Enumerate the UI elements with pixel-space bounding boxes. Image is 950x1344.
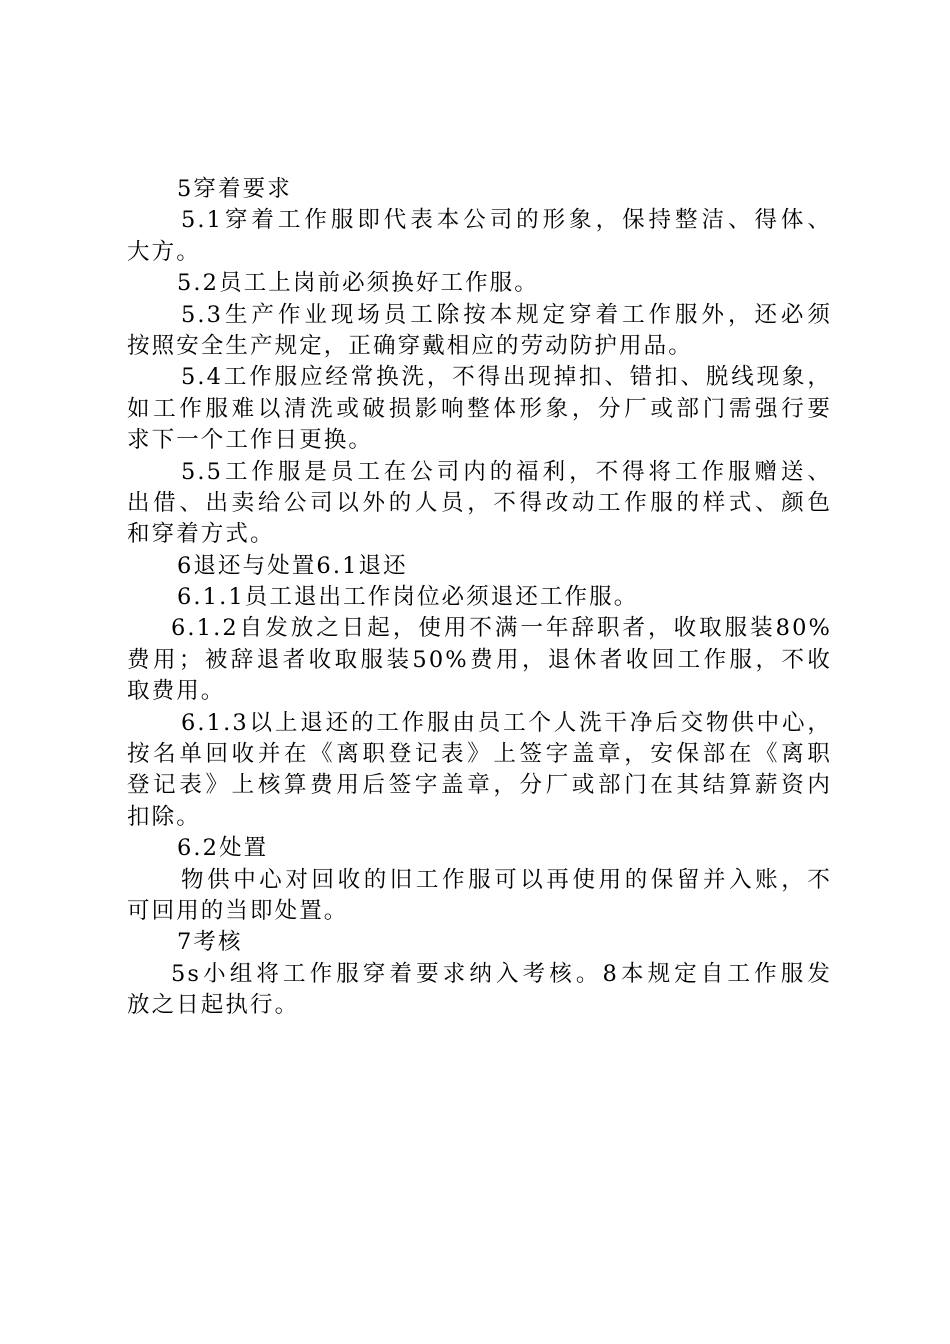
- paragraph-line: 费用；被辞退者收取服装50%费用，退休者收回工作服，不收: [127, 646, 832, 673]
- paragraph-line: 取费用。: [127, 678, 226, 705]
- paragraph-line: 按照安全生产规定，正确穿戴相应的劳动防护用品。: [127, 332, 693, 359]
- paragraph-line: 物供中心对回收的旧工作服可以再使用的保留并入账，不: [181, 866, 832, 893]
- section-heading-5: 5穿着要求: [177, 176, 292, 202]
- paragraph-line: 求下一个工作日更换。: [127, 427, 374, 454]
- paragraph-line: 5.4工作服应经常换洗，不得出现掉扣、错扣、脱线现象，: [181, 364, 832, 391]
- paragraph-line: 扣除。: [127, 803, 201, 830]
- paragraph-line: 6.1.2自发放之日起，使用不满一年辞职者，收取服装80%: [171, 615, 832, 642]
- paragraph-line: 5.5工作服是员工在公司内的福利，不得将工作服赠送、: [181, 458, 832, 485]
- paragraph-line: 和穿着方式。: [127, 521, 275, 548]
- paragraph-line: 放之日起执行。: [127, 992, 300, 1019]
- paragraph-line: 登记表》上核算费用后签字盖章，分厂或部门在其结算薪资内: [127, 772, 832, 799]
- section-heading-6: 6退还与处置6.1退还: [177, 552, 408, 579]
- paragraph-line: 如工作服难以清洗或破损影响整体形象，分厂或部门需强行要: [127, 395, 832, 422]
- paragraph-line: 按名单回收并在《离职登记表》上签字盖章，安保部在《离职: [127, 741, 832, 768]
- subsection-heading: 6.2处置: [177, 835, 269, 862]
- document-body: [127, 174, 832, 1022]
- paragraph-line: 大方。: [127, 238, 201, 265]
- paragraph-line: 5.2员工上岗前必须换好工作服。: [177, 270, 539, 297]
- paragraph-line: 可回用的当即处置。: [127, 897, 349, 924]
- paragraph-line: 6.1.3以上退还的工作服由员工个人洗干净后交物供中心，: [181, 709, 832, 736]
- paragraph-line: 出借、出卖给公司以外的人员，不得改动工作服的样式、颜色: [127, 489, 832, 516]
- section-heading-7: 7考核: [177, 929, 243, 956]
- paragraph-line: 6.1.1员工退出工作岗位必须退还工作服。: [177, 584, 639, 611]
- paragraph-line: 5s小组将工作服穿着要求纳入考核。8本规定自工作服发: [171, 960, 832, 987]
- paragraph-line: 5.1穿着工作服即代表本公司的形象，保持整洁、得体、: [181, 207, 832, 234]
- paragraph-line: 5.3生产作业现场员工除按本规定穿着工作服外，还必须: [181, 301, 832, 328]
